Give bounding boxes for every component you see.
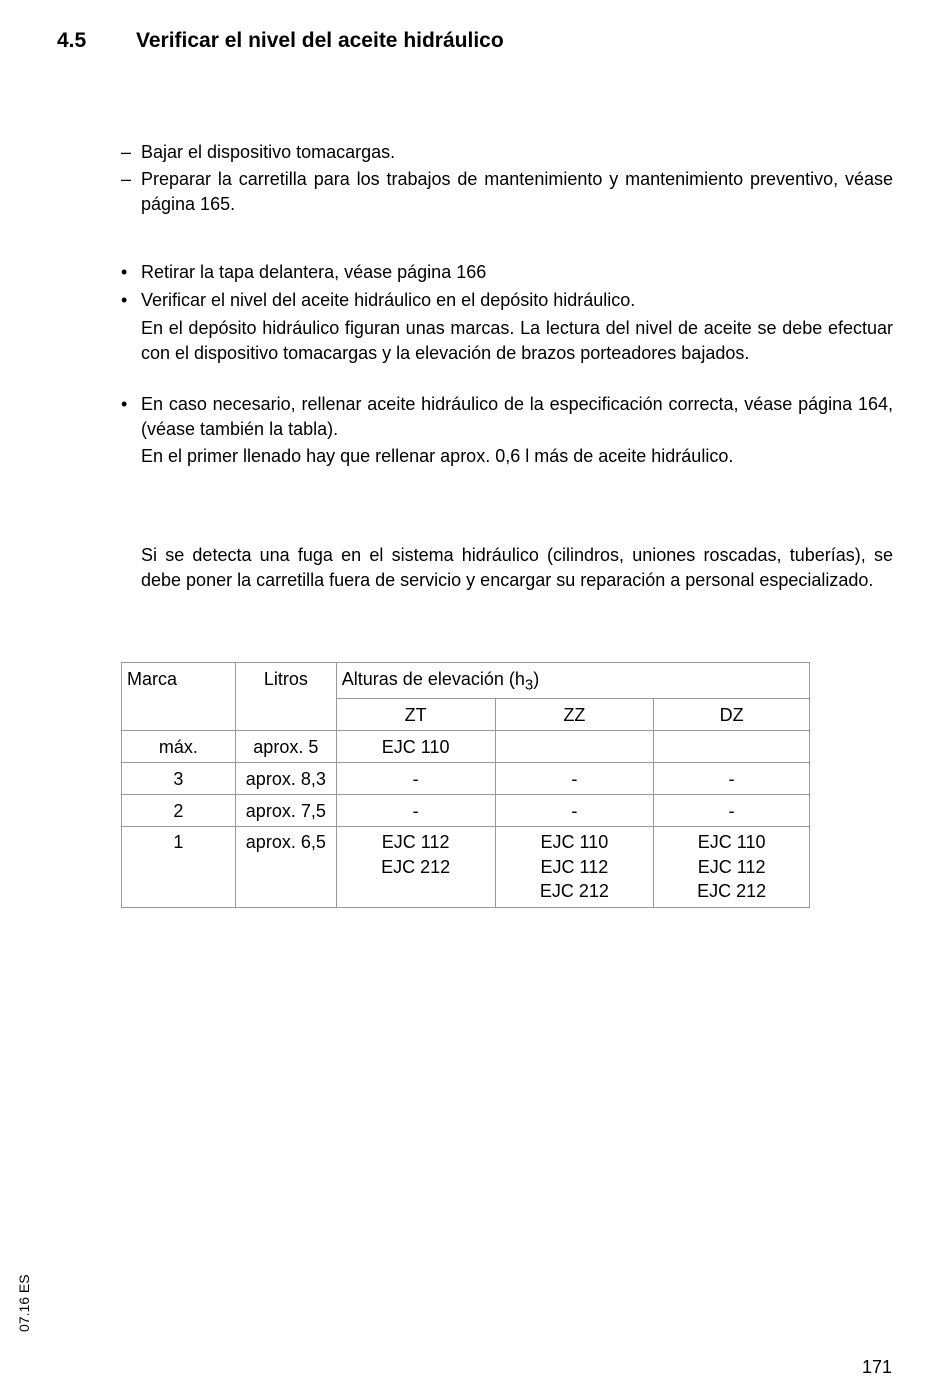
header-lift-heights-label: Alturas de elevación (h [341, 669, 525, 689]
cell-zz [495, 795, 654, 827]
table-row [122, 827, 810, 908]
header-lift-heights [336, 663, 809, 699]
bullet-item-remove-cover [121, 260, 893, 285]
edition-code: 07.16 ES [16, 1274, 32, 1332]
dash-item-text: Preparar la carretilla para los trabajos de mantenimiento y mantenimiento preventivo, véase página 165. [141, 169, 893, 214]
cell-line: EJC 110 [697, 832, 766, 853]
cell-zz [495, 731, 654, 763]
header-zz: ZZ [495, 699, 654, 731]
cell-litros: aprox. 5 [235, 731, 336, 763]
section-number: 4.5 [57, 29, 87, 52]
cell-line: - [571, 769, 578, 790]
cell-marca: 2 [122, 795, 236, 827]
cell-line: - [412, 801, 419, 822]
section-title: Verificar el nivel del aceite hidráulico [136, 29, 504, 52]
cell-dz [654, 795, 810, 827]
table-row [122, 763, 810, 795]
header-dz: DZ [654, 699, 810, 731]
header-lift-heights-close: ) [533, 669, 540, 689]
dash-marker: – [121, 169, 132, 189]
bullet-item-text: Retirar la tapa delantera, véase página 166 [141, 262, 487, 282]
cell-line: EJC 112 [697, 856, 766, 877]
bullet-item-check-level [121, 288, 893, 313]
cell-dz [654, 827, 810, 908]
cell-line: - [728, 769, 735, 790]
cell-zz [495, 763, 654, 795]
cell-line: EJC 212 [381, 856, 451, 877]
cell-zt [336, 763, 495, 795]
dash-item-text: Bajar el dispositivo tomacargas. [141, 142, 396, 162]
table-header-row [122, 663, 810, 699]
bullet-item-refill [121, 392, 893, 441]
leak-note: Si se detecta una fuga en el sistema hidráulico (cilindros, uniones roscadas, tuberías), se debe poner la carretilla fuera de servicio y encargar su reparación a personal especializado. [141, 545, 893, 590]
bullet-item-text: Verificar el nivel del aceite hidráulico en el depósito hidráulico. [141, 290, 636, 310]
header-lift-heights-subscript: 3 [524, 676, 534, 694]
first-fill-note: En el primer llenado hay que rellenar aprox. 0,6 l más de aceite hidráulico. [141, 446, 734, 466]
cell-litros: aprox. 8,3 [235, 763, 336, 795]
bullet-marker: • [121, 290, 128, 310]
cell-zt [336, 731, 495, 763]
marks-note: En el depósito hidráulico figuran unas marcas. La lectura del nivel de aceite se debe efectuar con el dispositivo tomacargas y la elevación de brazos porteadores bajados. [141, 318, 893, 363]
bullet-marker: • [121, 262, 128, 282]
cell-line: - [728, 801, 735, 822]
cell-zz [495, 827, 654, 908]
cell-line: EJC 212 [539, 881, 609, 902]
cell-line: EJC 212 [697, 881, 767, 902]
cell-zt [336, 827, 495, 908]
header-zt: ZT [336, 699, 495, 731]
table-row [122, 795, 810, 827]
dash-item-lower-forks [121, 140, 893, 165]
table-row [122, 731, 810, 763]
oil-level-table [121, 662, 810, 908]
bullet-item-text: En caso necesario, rellenar aceite hidráulico de la especificación correcta, véase página 164, (véase también la tabla). [141, 394, 893, 439]
dash-item-prepare-truck [121, 167, 893, 216]
cell-dz [654, 763, 810, 795]
cell-litros: aprox. 7,5 [235, 795, 336, 827]
cell-line: - [571, 801, 578, 822]
dash-marker: – [121, 142, 132, 162]
cell-marca: máx. [122, 731, 236, 763]
cell-litros: aprox. 6,5 [235, 827, 336, 908]
page-number: 171 [861, 1357, 892, 1377]
section-heading [57, 26, 877, 56]
cell-marca: 1 [122, 827, 236, 908]
cell-marca: 3 [122, 763, 236, 795]
cell-dz [654, 731, 810, 763]
cell-line: EJC 112 [540, 856, 609, 877]
cell-line: EJC 112 [381, 832, 450, 853]
cell-line: - [412, 769, 419, 790]
cell-line: EJC 110 [381, 737, 450, 758]
cell-line: EJC 110 [540, 832, 609, 853]
header-marca: Marca [122, 663, 236, 731]
header-litros: Litros [235, 663, 336, 731]
cell-zt [336, 795, 495, 827]
bullet-marker: • [121, 394, 128, 414]
